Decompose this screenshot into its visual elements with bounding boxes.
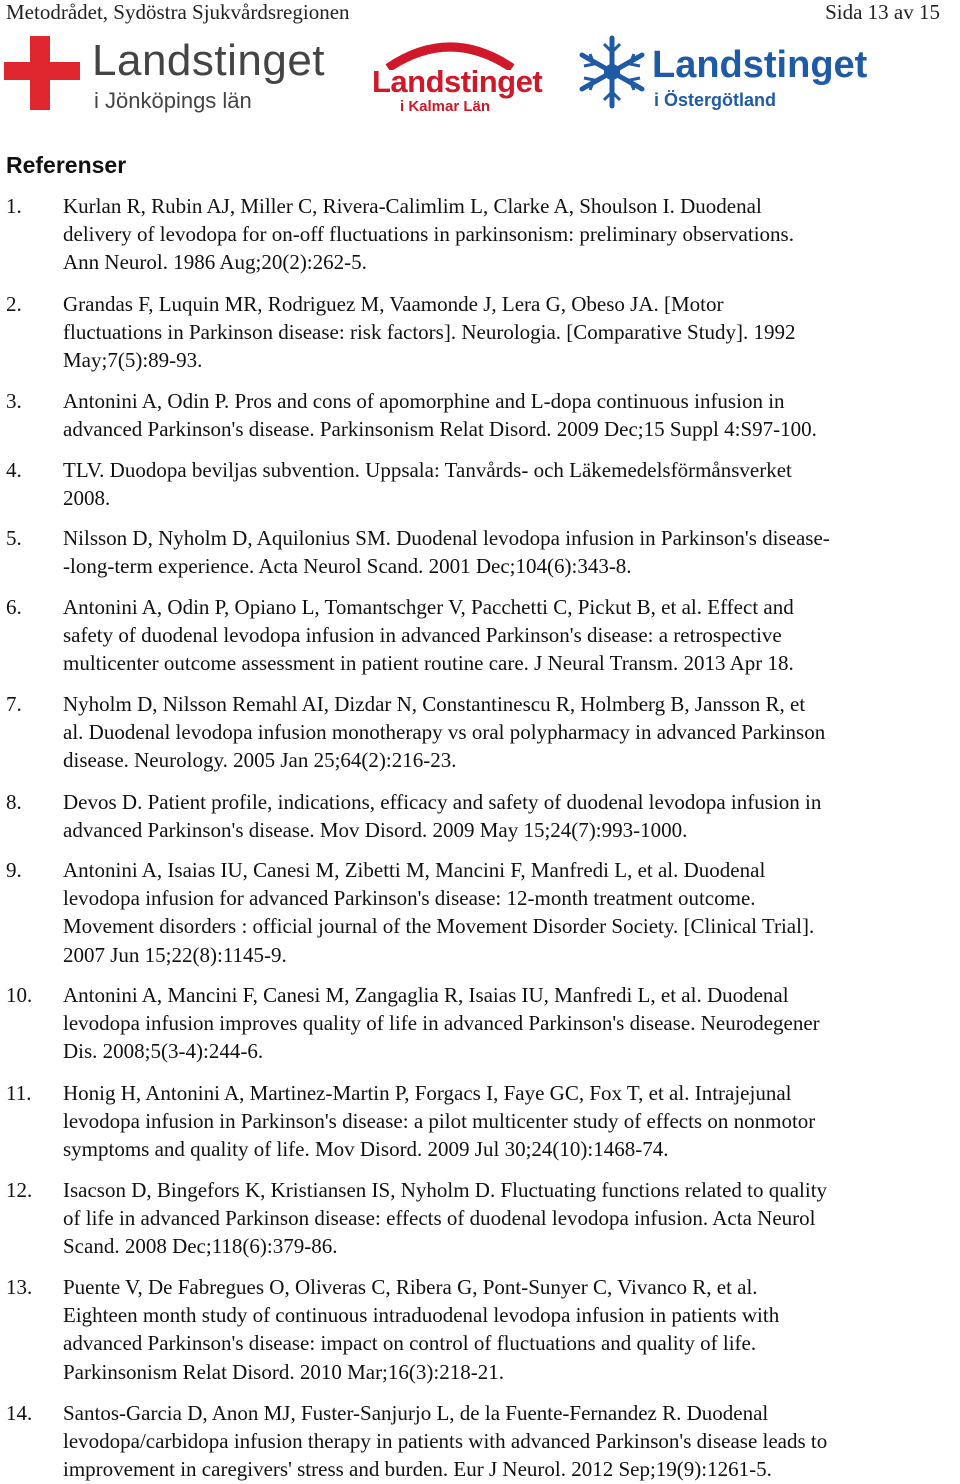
reference-line: Honig H, Antonini A, Martinez-Martin P, Forgacs I, Faye GC, Fox T, et al. Intrajejunal xyxy=(63,1081,792,1105)
reference-line: delivery of levodopa for on-off fluctuations in parkinsonism: preliminary observations. xyxy=(63,222,794,247)
reference-text xyxy=(63,387,959,443)
reference-line: 2008. xyxy=(63,486,111,511)
reference-text xyxy=(63,456,959,512)
reference-text xyxy=(63,1176,959,1261)
reference-line: levodopa/carbidopa infusion therapy in patients with advanced Parkinson's disease leads to xyxy=(63,1429,828,1454)
reference-number: 8. xyxy=(6,790,22,814)
reference-line: -long-term experience. Acta Neurol Scand. 2001 Dec;104(6):343-8. xyxy=(63,554,632,579)
reference-line: Nilsson D, Nyholm D, Aquilonius SM. Duodenal levodopa infusion in Parkinson's disease- xyxy=(63,526,830,550)
reference-text xyxy=(63,981,959,1066)
reference-line: levodopa infusion in Parkinson's disease: a pilot multicenter study of effects on nonmotor xyxy=(63,1109,816,1134)
reference-text xyxy=(63,524,959,580)
reference-line: levodopa infusion improves quality of life in advanced Parkinson's disease. Neurodegener xyxy=(63,1011,820,1036)
page-number: Sida 13 av 15 xyxy=(825,0,940,24)
reference-text xyxy=(63,290,959,375)
reference-line: Puente V, De Fabregues O, Oliveras C, Ribera G, Pont-Sunyer C, Vivanco R, et al. xyxy=(63,1275,758,1299)
reference-line: Movement disorders : official journal of the Movement Disorder Society. [Clinical Trial]. xyxy=(63,914,815,939)
reference-number: 14. xyxy=(6,1401,33,1425)
reference-text xyxy=(63,1399,959,1484)
reference-number: 11. xyxy=(6,1081,32,1105)
reference-line: al. Duodenal levodopa infusion monotherapy vs oral polypharmacy in advanced Parkinson xyxy=(63,720,826,745)
reference-line: Antonini A, Odin P. Pros and cons of apomorphine and L-dopa continuous infusion in xyxy=(63,389,785,413)
reference-line: Grandas F, Luquin MR, Rodriguez M, Vaamonde J, Lera G, Obeso JA. [Motor xyxy=(63,292,724,316)
reference-number: 9. xyxy=(6,858,22,882)
reference-line: symptoms and quality of life. Mov Disord. 2009 Jul 30;24(10):1468-74. xyxy=(63,1137,669,1162)
reference-line: Dis. 2008;5(3-4):244-6. xyxy=(63,1039,264,1064)
reference-line: Santos-Garcia D, Anon MJ, Fuster-Sanjurjo L, de la Fuente-Fernandez R. Duodenal xyxy=(63,1401,769,1425)
reference-line: advanced Parkinson's disease. Parkinsonism Relat Disord. 2009 Dec;15 Suppl 4:S97-100. xyxy=(63,417,817,442)
reference-line: advanced Parkinson's disease: impact on control of fluctuations and quality of life. xyxy=(63,1331,757,1356)
reference-line: safety of duodenal levodopa infusion in advanced Parkinson's disease: a retrospective xyxy=(63,623,782,648)
reference-text xyxy=(63,593,959,678)
reference-number: 6. xyxy=(6,595,22,619)
reference-number: 13. xyxy=(6,1275,33,1299)
reference-line: Scand. 2008 Dec;118(6):379-86. xyxy=(63,1234,338,1259)
reference-line: of life in advanced Parkinson disease: effects of duodenal levodopa infusion. Acta Neurol xyxy=(63,1206,816,1231)
reference-line: May;7(5):89-93. xyxy=(63,348,203,373)
page-header xyxy=(6,0,940,24)
reference-line: improvement in caregivers' stress and burden. Eur J Neurol. 2012 Sep;19(9):1261-5. xyxy=(63,1457,772,1482)
reference-line: fluctuations in Parkinson disease: risk factors]. Neurologia. [Comparative Study]. 1992 xyxy=(63,320,796,345)
reference-line: disease. Neurology. 2005 Jan 25;64(2):216-23. xyxy=(63,748,457,773)
reference-line: Ann Neurol. 1986 Aug;20(2):262-5. xyxy=(63,250,367,275)
reference-number: 1. xyxy=(6,194,22,218)
reference-number: 2. xyxy=(6,292,22,316)
reference-line: Antonini A, Mancini F, Canesi M, Zangaglia R, Isaias IU, Manfredi L, et al. Duodenal xyxy=(63,983,789,1007)
reference-text xyxy=(63,1273,959,1386)
reference-number: 4. xyxy=(6,458,22,482)
reference-line: multicenter outcome assessment in patient routine care. J Neural Transm. 2013 Apr 18. xyxy=(63,651,794,676)
reference-text xyxy=(63,1079,959,1164)
red-cross-logo-icon xyxy=(4,34,86,114)
logo-jonkoping: Landstinget i Jönköpings län xyxy=(4,34,334,114)
reference-line: TLV. Duodopa beviljas subvention. Uppsala: Tanvårds- och Läkemedelsförmånsverket xyxy=(63,458,792,482)
snowflake-logo-icon xyxy=(576,34,648,110)
reference-text xyxy=(63,856,959,969)
logo-ostergotland: Landstinget i Östergötland xyxy=(576,34,886,114)
reference-line: advanced Parkinson's disease. Mov Disord. 2009 May 15;24(7):993-1000. xyxy=(63,818,688,843)
reference-line: Kurlan R, Rubin AJ, Miller C, Rivera-Calimlim L, Clarke A, Shoulson I. Duodenal xyxy=(63,194,762,218)
reference-line: 2007 Jun 15;22(8):1145-9. xyxy=(63,942,287,967)
reference-number: 3. xyxy=(6,389,22,413)
reference-number: 10. xyxy=(6,983,33,1007)
reference-number: 12. xyxy=(6,1178,33,1202)
document-source: Metodrådet, Sydöstra Sjukvårdsregionen xyxy=(6,0,350,24)
reference-line: Nyholm D, Nilsson Remahl AI, Dizdar N, Constantinescu R, Holmberg B, Jansson R, et xyxy=(63,692,806,716)
reference-number: 5. xyxy=(6,526,22,550)
reference-line: Isacson D, Bingefors K, Kristiansen IS, Nyholm D. Fluctuating functions related to quality xyxy=(63,1178,828,1202)
reference-text xyxy=(63,690,959,775)
reference-number: 7. xyxy=(6,692,22,716)
reference-line: levodopa infusion for advanced Parkinson's disease: 12-month treatment outcome. xyxy=(63,886,756,911)
reference-line: Antonini A, Isaias IU, Canesi M, Zibetti M, Mancini F, Manfredi L, et al. Duodenal xyxy=(63,858,766,882)
reference-line: Eighteen month study of continuous intraduodenal levodopa infusion in patients with xyxy=(63,1303,780,1328)
reference-line: Parkinsonism Relat Disord. 2010 Mar;16(3):218-21. xyxy=(63,1359,504,1384)
logo-kalmar: Landstinget i Kalmar Län xyxy=(370,36,530,116)
reference-line: Antonini A, Odin P, Opiano L, Tomantschger V, Pacchetti C, Pickut B, et al. Effect and xyxy=(63,595,794,619)
reference-text xyxy=(63,192,959,277)
reference-text xyxy=(63,788,959,844)
reference-line: Devos D. Patient profile, indications, efficacy and safety of duodenal levodopa infusion in xyxy=(63,790,822,814)
section-heading: Referenser xyxy=(6,152,127,178)
logo-bar xyxy=(0,30,960,120)
